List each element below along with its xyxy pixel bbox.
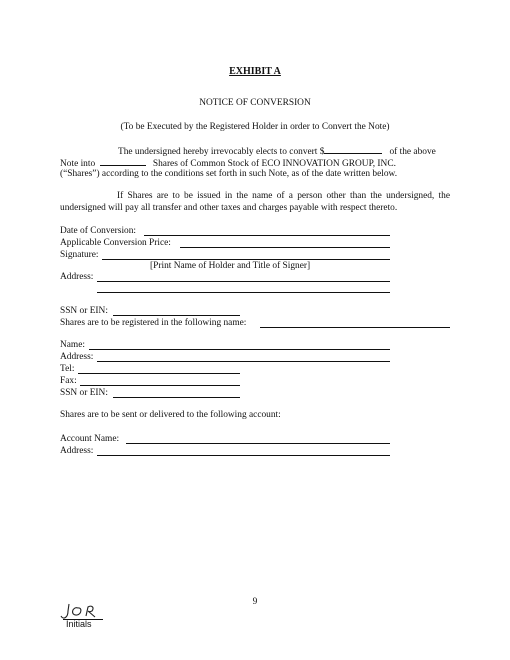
page-number: 9 [252, 597, 258, 607]
account-address-label: Address: [60, 446, 94, 456]
initials-label: Initials [66, 619, 92, 629]
paragraph-conversion-line3: (“Shares”) according to the conditions set forth in such Note, as of the date written below. [60, 169, 398, 179]
ssn-label: SSN or EIN: [60, 306, 108, 316]
name-label: Name: [60, 340, 85, 350]
address-line-1[interactable] [97, 281, 390, 282]
para1-text-b: of the above [389, 147, 436, 157]
ssn-line[interactable] [113, 315, 240, 316]
signature-line[interactable] [102, 259, 390, 260]
register-name-line[interactable] [260, 327, 450, 328]
register-name-label: Shares are to be registered in the following name: [60, 318, 247, 328]
fax-label: Fax: [60, 376, 77, 386]
tel-line[interactable] [78, 373, 240, 374]
para1-text-d: Shares of Common Stock of ECO INNOVATION GROUP, INC. [152, 159, 396, 169]
account-name-label: Account Name: [60, 434, 120, 444]
exhibit-title: EXHIBIT A [229, 66, 281, 77]
para1-text-a: The undersigned hereby irrevocably elects to convert $ [118, 147, 325, 157]
para1-text-c: Note into [60, 159, 96, 169]
delivery-label: Shares are to be sent or delivered to the following account: [60, 410, 281, 420]
notice-title: NOTICE OF CONVERSION [199, 98, 311, 108]
amount-blank[interactable] [324, 145, 382, 154]
tel-label: Tel: [60, 364, 75, 374]
address2-line[interactable] [97, 361, 390, 362]
paragraph-taxes: If Shares are to be issued in the name of a person other than the undersigned, the undersigned will pay all transfer and other taxes and charges payable with respect thereto. [60, 191, 450, 213]
print-name-caption: [Print Name of Holder and Title of Signer] [150, 261, 311, 271]
address-line-2[interactable] [97, 292, 390, 293]
account-name-line[interactable] [126, 443, 390, 444]
ssn2-line[interactable] [113, 397, 240, 398]
fax-line[interactable] [80, 385, 240, 386]
initials-signature-icon [58, 601, 108, 621]
subtitle: (To be Executed by the Registered Holder in order to Convert the Note) [120, 122, 390, 132]
initials-signature [58, 601, 108, 621]
shares-blank[interactable] [100, 157, 146, 166]
address2-label: Address: [60, 352, 94, 362]
conversion-price-line[interactable] [180, 247, 390, 248]
conversion-price-label: Applicable Conversion Price: [60, 238, 171, 248]
date-of-conversion-label: Date of Conversion: [60, 226, 137, 236]
signature-label: Signature: [60, 250, 99, 260]
ssn2-label: SSN or EIN: [60, 388, 108, 398]
date-of-conversion-line[interactable] [144, 235, 390, 236]
name-line[interactable] [89, 349, 390, 350]
account-address-line[interactable] [97, 455, 390, 456]
address-label: Address: [60, 272, 94, 282]
